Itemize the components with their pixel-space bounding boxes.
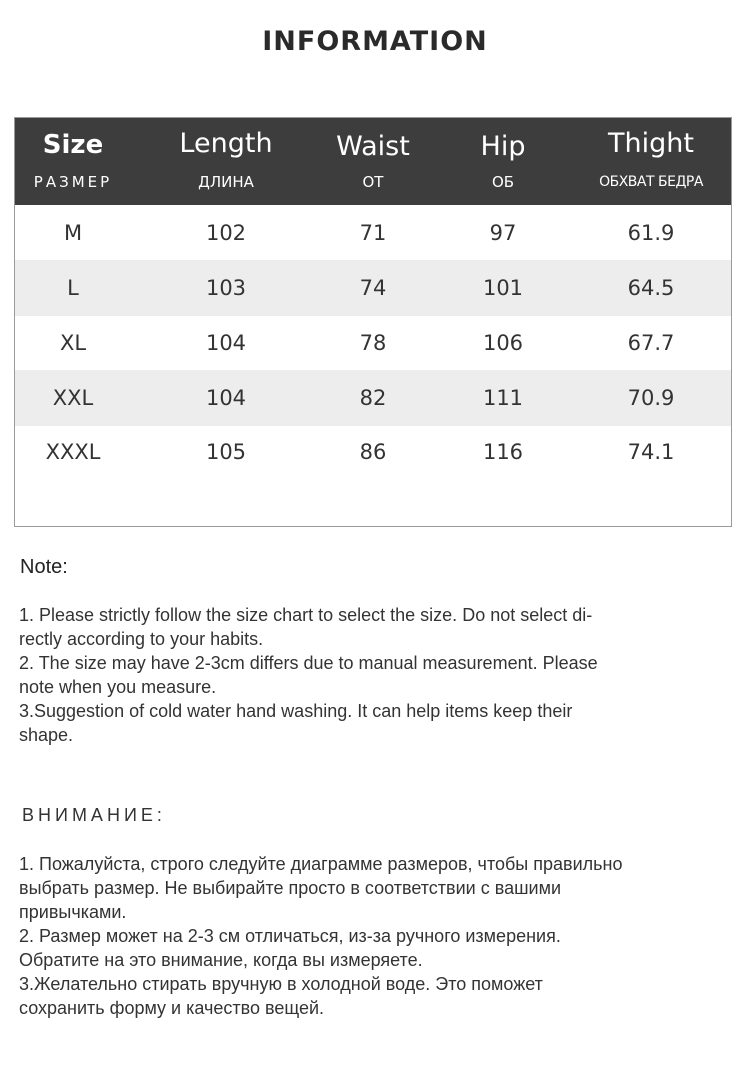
header-thight-label: Thight	[608, 128, 694, 159]
cell-waist: 86	[359, 440, 387, 464]
cell-size: XL	[59, 331, 87, 355]
cell-hip: 97	[489, 221, 517, 245]
table-row	[15, 260, 731, 316]
header-length-label-ru: ДЛИНА	[198, 173, 254, 191]
note-line-ru: 2. Размер может на 2-3 см отличаться, из-за ручного измерения.	[19, 926, 561, 946]
header-waist-label-ru: ОТ	[362, 173, 384, 191]
note-heading: Note:	[20, 556, 68, 578]
cell-length: 105	[205, 440, 247, 464]
note-list-ru	[19, 852, 719, 1020]
cell-size: XXXL	[45, 440, 101, 464]
cell-waist: 71	[359, 221, 387, 245]
note-line-ru: привычками.	[19, 902, 127, 922]
note-line: 3.Suggestion of cold water hand washing. It can help items keep their	[19, 701, 573, 721]
cell-hip: 106	[482, 331, 524, 355]
cell-size: M	[63, 221, 83, 245]
header-size	[15, 118, 131, 205]
cell-length: 104	[205, 331, 247, 355]
table-header	[15, 118, 731, 205]
header-waist-label: Waist	[336, 131, 410, 162]
header-length-label: Length	[179, 128, 273, 159]
header-thight	[571, 118, 731, 205]
header-hip-label-ru: ОБ	[491, 173, 515, 191]
cell-length: 104	[205, 386, 247, 410]
note-line-ru: 1. Пожалуйста, строго следуйте диаграмме размеров, чтобы правильно	[19, 854, 623, 874]
cell-thight: 61.9	[627, 221, 675, 245]
header-hip	[435, 118, 571, 205]
cell-waist: 82	[359, 386, 387, 410]
header-length	[131, 118, 321, 205]
cell-size: XXL	[52, 386, 94, 410]
note-line-ru: Обратите на это внимание, когда вы измеряете.	[19, 950, 423, 970]
note-line: 2. The size may have 2-3cm differs due to manual measurement. Please	[19, 653, 598, 673]
note-line: rectly according to your habits.	[19, 629, 264, 649]
header-thight-label-ru: ОБХВАТ БЕДРА	[599, 174, 703, 190]
cell-hip: 116	[482, 440, 524, 464]
note-heading-ru: ВНИМАНИЕ:	[22, 805, 166, 825]
table-row	[15, 205, 731, 261]
cell-thight: 64.5	[627, 276, 675, 300]
cell-waist: 74	[359, 276, 387, 300]
header-waist	[300, 118, 446, 205]
cell-waist: 78	[359, 331, 387, 355]
header-size-label-ru: РАЗМЕР	[33, 173, 113, 191]
table-row	[15, 370, 731, 426]
note-line-ru: 3.Желательно стирать вручную в холодной воде. Это поможет	[19, 974, 543, 994]
cell-hip: 111	[482, 386, 524, 410]
cell-thight: 70.9	[627, 386, 675, 410]
cell-hip: 101	[482, 276, 524, 300]
note-line: 1. Please strictly follow the size chart to select the size. Do not select di-	[19, 605, 593, 625]
cell-length: 103	[205, 276, 247, 300]
cell-length: 102	[205, 221, 247, 245]
cell-thight: 74.1	[627, 440, 675, 464]
header-size-label: Size	[42, 130, 104, 160]
note-line-ru: выбрать размер. Не выбирайте просто в соответствии с вашими	[19, 878, 562, 898]
table-row	[15, 315, 731, 371]
header-hip-label: Hip	[480, 131, 526, 162]
table-row	[15, 424, 731, 480]
note-line-ru: сохранить форму и качество вещей.	[19, 998, 325, 1018]
note-line: shape.	[19, 725, 74, 745]
cell-thight: 67.7	[627, 331, 675, 355]
note-line: note when you measure.	[19, 677, 217, 697]
cell-size: L	[67, 276, 79, 300]
page-title: INFORMATION	[262, 26, 488, 57]
note-list	[19, 603, 719, 747]
size-chart-table	[14, 117, 732, 527]
